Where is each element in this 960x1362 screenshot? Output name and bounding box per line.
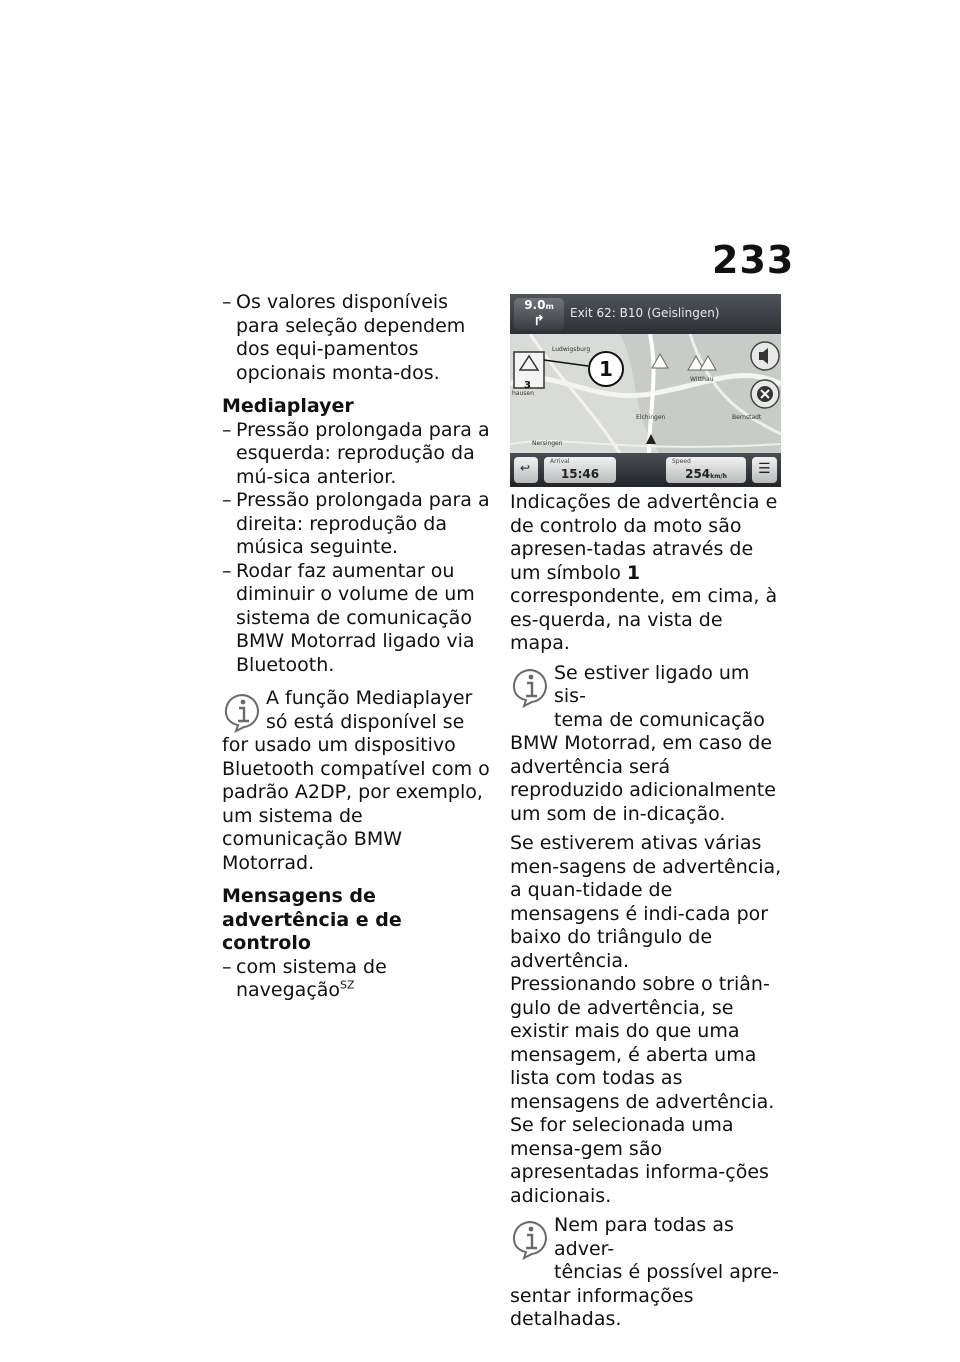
navigation-option-item: – com sistema de navegação$^{SZ}$ [222, 956, 490, 1003]
press-triangle-paragraph: Pressionando sobre o triân-gulo de advertência, se existir mais do que uma mensagem, é aberta uma lista com todas as mensagens de advertência. [510, 973, 775, 1113]
mediaplayer-item-next: – Pressão prolongada para a direita: reprodução da música seguinte. [222, 489, 490, 560]
info-icon [510, 664, 552, 708]
info-icon [510, 1216, 552, 1260]
map-label: hausen [512, 390, 534, 397]
menu-icon: ☰ [758, 461, 771, 477]
left-column [222, 291, 490, 1003]
symbol-reference: 1 [626, 561, 641, 584]
arrival-time-button[interactable] [544, 457, 616, 483]
right-column [510, 491, 782, 1332]
exit-info: Exit 62: B10 (Geislingen) [570, 306, 720, 320]
warning-symbol-paragraph: Indicações de advertência e de controlo da moto são apresen-tadas através de um símbolo 1 correspondente, em cima, à es-querda, na vista de mapa. [510, 491, 778, 654]
mediaplayer-item-previous: – Pressão prolongada para a esquerda: reprodução da mú-sica anterior. [222, 419, 490, 490]
mediaplayer-info-note [222, 687, 490, 875]
select-message-paragraph: Se for selecionada uma mensa-gem são apresentadas informa-ções adicionais. [510, 1114, 769, 1207]
note-line: Nem para todas as adver- [554, 1214, 734, 1260]
note-line: tências é possível apre- [554, 1261, 779, 1283]
option-code: SZ [340, 978, 355, 992]
communication-info-note [510, 662, 782, 827]
details-info-note [510, 1214, 782, 1332]
map-label: Bernstadt [732, 414, 762, 421]
note-text: sentar informações detalhadas. [510, 1284, 694, 1330]
speed-unit: km/h [710, 473, 727, 480]
warning-count: 3 [524, 380, 531, 391]
turn-distance-button[interactable] [514, 298, 564, 330]
note-line: tema de comunicação [554, 708, 765, 731]
navigation-screen-figure [510, 294, 781, 487]
note-text: for usado um dispositivo Bluetooth compatível com o padrão A2DP, por exemplo, um sistema de comunicação BMW Motorrad. [222, 734, 490, 874]
mediaplayer-heading: Mediaplayer [222, 395, 354, 417]
info-icon [222, 689, 264, 733]
note-line: A função Mediaplayer [266, 687, 473, 709]
back-arrow-icon: ↩ [520, 461, 531, 475]
options-note-item: – Os valores disponíveis para seleção dependem dos equi-pamentos opcionais monta-dos. [222, 291, 490, 385]
note-text: BMW Motorrad, em caso de advertência será reproduzido adicionalmente um som de in-dicação. [510, 732, 776, 825]
map-label: Ludwigsburg [552, 346, 591, 353]
mediaplayer-item-volume: – Rodar faz aumentar ou diminuir o volume de um sistema de comunicação BMW Motorrad ligado via Bluetooth. [222, 560, 490, 678]
distance-value: 9.0 [524, 298, 546, 312]
menu-button[interactable] [752, 457, 777, 483]
arrival-label: Arrival [550, 458, 570, 465]
note-line: Se estiver ligado um sis- [554, 661, 750, 707]
nav-bottom-bar [510, 453, 781, 487]
speed-value: 254 [685, 467, 711, 481]
turn-arrow-icon: ↱ [533, 313, 545, 329]
speed-label: Speed [672, 458, 691, 465]
figure-callout: 1 [588, 351, 624, 387]
nav-top-bar [510, 294, 781, 334]
map-label: Witthau [690, 376, 714, 383]
warnings-heading: Mensagens de advertência e de controlo [222, 885, 402, 954]
page-number: 233 [712, 238, 795, 282]
map-label: Elchingen [636, 414, 666, 421]
note-line: só está disponível se [266, 710, 465, 733]
arrival-time: 15:46 [560, 467, 600, 481]
map-label: Nersingen [532, 440, 563, 447]
speed-button[interactable] [666, 457, 746, 483]
distance-unit: m [545, 302, 554, 311]
multiple-warnings-paragraph: Se estiverem ativas várias men-sagens de advertência, a quan-tidade de mensagens é indi-cada por baixo do triângulo de advertência. [510, 832, 782, 972]
back-button[interactable] [514, 457, 538, 483]
